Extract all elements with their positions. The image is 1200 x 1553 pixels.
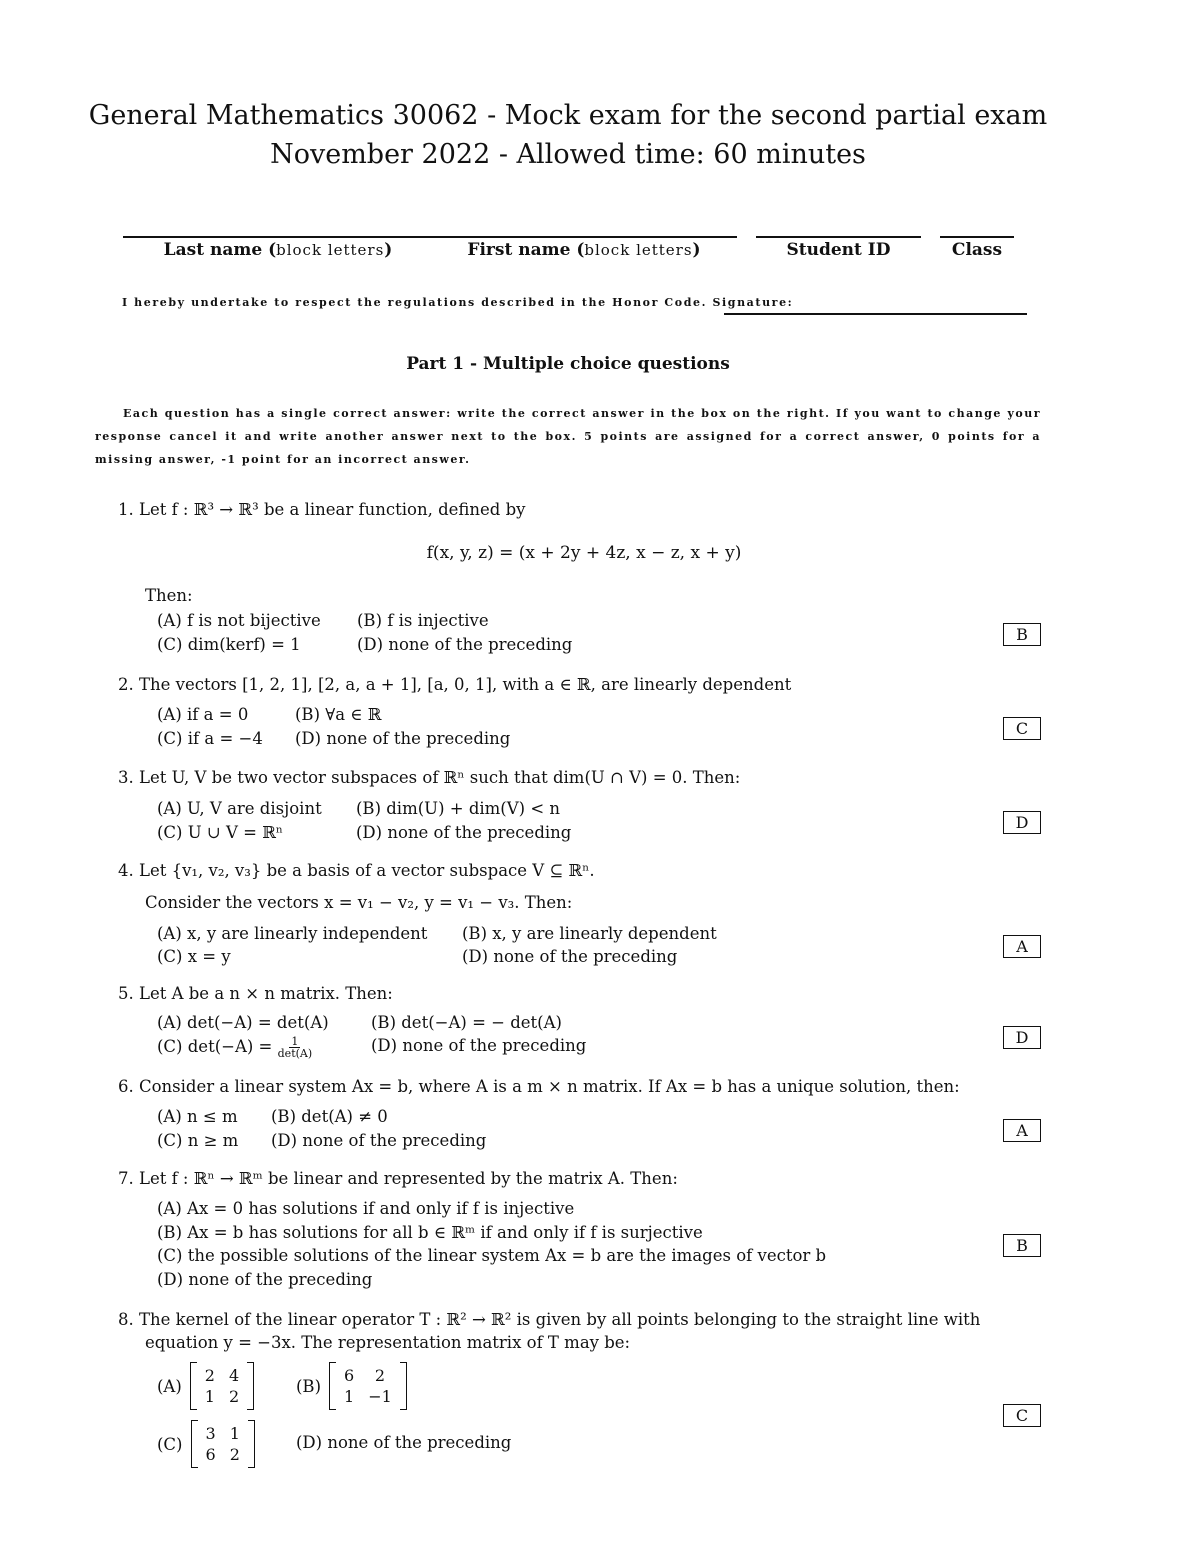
question-5-option-d: (D) none of the preceding xyxy=(371,1036,587,1055)
question-4-stem-line2: Consider the vectors x = v₁ − v₂, y = v₁ − v₃. Then: xyxy=(145,893,573,912)
question-7-option-d: (D) none of the preceding xyxy=(157,1270,373,1289)
question-8-option-b: (B) 6 2 1 −1 xyxy=(296,1362,407,1410)
question-8-stem-line2: equation y = −3x. The representation matrix of T may be: xyxy=(145,1333,631,1352)
name-field-line xyxy=(123,236,737,238)
question-4-option-d: (D) none of the preceding xyxy=(462,947,678,966)
question-1-option-c: (C) dim(kerf) = 1 xyxy=(157,635,301,654)
question-2-option-d: (D) none of the preceding xyxy=(295,729,511,748)
answer-box-3[interactable]: D xyxy=(1003,811,1041,834)
answer-box-7[interactable]: B xyxy=(1003,1234,1041,1257)
first-name-label: First name (block letters) xyxy=(467,240,701,260)
student-id-label: Student ID xyxy=(786,240,891,260)
student-id-line xyxy=(756,236,921,238)
question-1-then: Then: xyxy=(145,586,193,605)
instructions: Each question has a single correct answer: write the correct answer in the box on the right. If you want to change your response cancel it and write another answer next to the box. 5 points are assigned for a correct answer, 0 points for a missing answer, -1 point for an incorrect answer. xyxy=(95,407,1041,466)
question-1-option-a: (A) f is not bijective xyxy=(157,611,321,630)
question-3-option-a: (A) U, V are disjoint xyxy=(157,799,322,818)
question-5-option-a: (A) det(−A) = det(A) xyxy=(157,1013,329,1032)
question-1-option-d: (D) none of the preceding xyxy=(357,635,573,654)
question-1-option-b: (B) f is injective xyxy=(357,611,489,630)
question-3-option-b: (B) dim(U) + dim(V) < n xyxy=(356,799,561,818)
question-3-option-c: (C) U ∪ V = ℝⁿ xyxy=(157,823,284,842)
question-7-stem: 7. Let f : ℝⁿ → ℝᵐ be linear and represented by the matrix A. Then: xyxy=(118,1169,678,1188)
question-1-stem: 1. Let f : ℝ³ → ℝ³ be a linear function, defined by xyxy=(118,500,526,519)
answer-box-4[interactable]: A xyxy=(1003,935,1041,958)
matrix-c: 3 1 6 2 xyxy=(191,1420,255,1468)
fraction: $\frac{1}{\det(A)}$ xyxy=(277,1035,313,1060)
question-6-option-b: (B) det(A) ≠ 0 xyxy=(271,1107,388,1126)
question-7-option-c: (C) the possible solutions of the linear system Ax = b are the images of vector b xyxy=(157,1246,827,1265)
question-3-option-d: (D) none of the preceding xyxy=(356,823,572,842)
question-6-option-d: (D) none of the preceding xyxy=(271,1131,487,1150)
part-title: Part 1 - Multiple choice questions xyxy=(406,354,730,374)
question-2-option-c: (C) if a = −4 xyxy=(157,729,263,748)
answer-box-6[interactable]: A xyxy=(1003,1119,1041,1142)
class-label: Class xyxy=(951,240,1003,260)
honor-code-text: I hereby undertake to respect the regulations described in the Honor Code. Signature: xyxy=(122,296,794,309)
question-4-stem: 4. Let {v₁, v₂, v₃} be a basis of a vector subspace V ⊆ ℝⁿ. xyxy=(118,861,595,880)
exam-subtitle: November 2022 - Allowed time: 60 minutes xyxy=(270,139,866,170)
question-8-option-d: (D) none of the preceding xyxy=(296,1433,512,1452)
question-3-stem: 3. Let U, V be two vector subspaces of ℝⁿ such that dim(U ∩ V) = 0. Then: xyxy=(118,768,741,787)
question-4-option-c: (C) x = y xyxy=(157,947,231,966)
question-2-option-a: (A) if a = 0 xyxy=(157,705,249,724)
last-name-label: Last name (block letters) xyxy=(163,240,393,260)
question-4-option-b: (B) x, y are linearly dependent xyxy=(462,924,717,943)
question-8-stem: 8. The kernel of the linear operator T : ℝ² → ℝ² is given by all points belonging to the straight line with xyxy=(118,1310,981,1329)
question-6-option-c: (C) n ≥ m xyxy=(157,1131,239,1150)
question-8-option-a: (A) 2 4 1 2 xyxy=(157,1362,254,1410)
question-5-option-b: (B) det(−A) = − det(A) xyxy=(371,1013,562,1032)
question-8-option-c: (C) 3 1 6 2 xyxy=(157,1420,255,1468)
question-7-option-a: (A) Ax = 0 has solutions if and only if f is injective xyxy=(157,1199,575,1218)
question-5-option-c: (C) det(−A) = $\frac{1}{\det(A)}$ xyxy=(157,1035,313,1060)
question-6-option-a: (A) n ≤ m xyxy=(157,1107,238,1126)
matrix-a: 2 4 1 2 xyxy=(190,1362,254,1410)
question-7-option-b: (B) Ax = b has solutions for all b ∈ ℝᵐ if and only if f is surjective xyxy=(157,1223,703,1242)
answer-box-1[interactable]: B xyxy=(1003,623,1041,646)
question-4-option-a: (A) x, y are linearly independent xyxy=(157,924,428,943)
exam-title: General Mathematics 30062 - Mock exam for the second partial exam xyxy=(88,100,1048,131)
question-2-option-b: (B) ∀a ∈ ℝ xyxy=(295,705,382,724)
answer-box-5[interactable]: D xyxy=(1003,1026,1041,1049)
matrix-b: 6 2 1 −1 xyxy=(329,1362,407,1410)
signature-line xyxy=(724,313,1027,315)
answer-box-8[interactable]: C xyxy=(1003,1404,1041,1427)
question-5-stem: 5. Let A be a n × n matrix. Then: xyxy=(118,984,393,1003)
class-line xyxy=(940,236,1014,238)
question-6-stem: 6. Consider a linear system Ax = b, where A is a m × n matrix. If Ax = b has a unique solution, then: xyxy=(118,1077,960,1096)
answer-box-2[interactable]: C xyxy=(1003,717,1041,740)
question-1-formula: f(x, y, z) = (x + 2y + 4z, x − z, x + y) xyxy=(426,543,742,563)
question-2-stem: 2. The vectors [1, 2, 1], [2, a, a + 1], [a, 0, 1], with a ∈ ℝ, are linearly dependent xyxy=(118,675,792,694)
